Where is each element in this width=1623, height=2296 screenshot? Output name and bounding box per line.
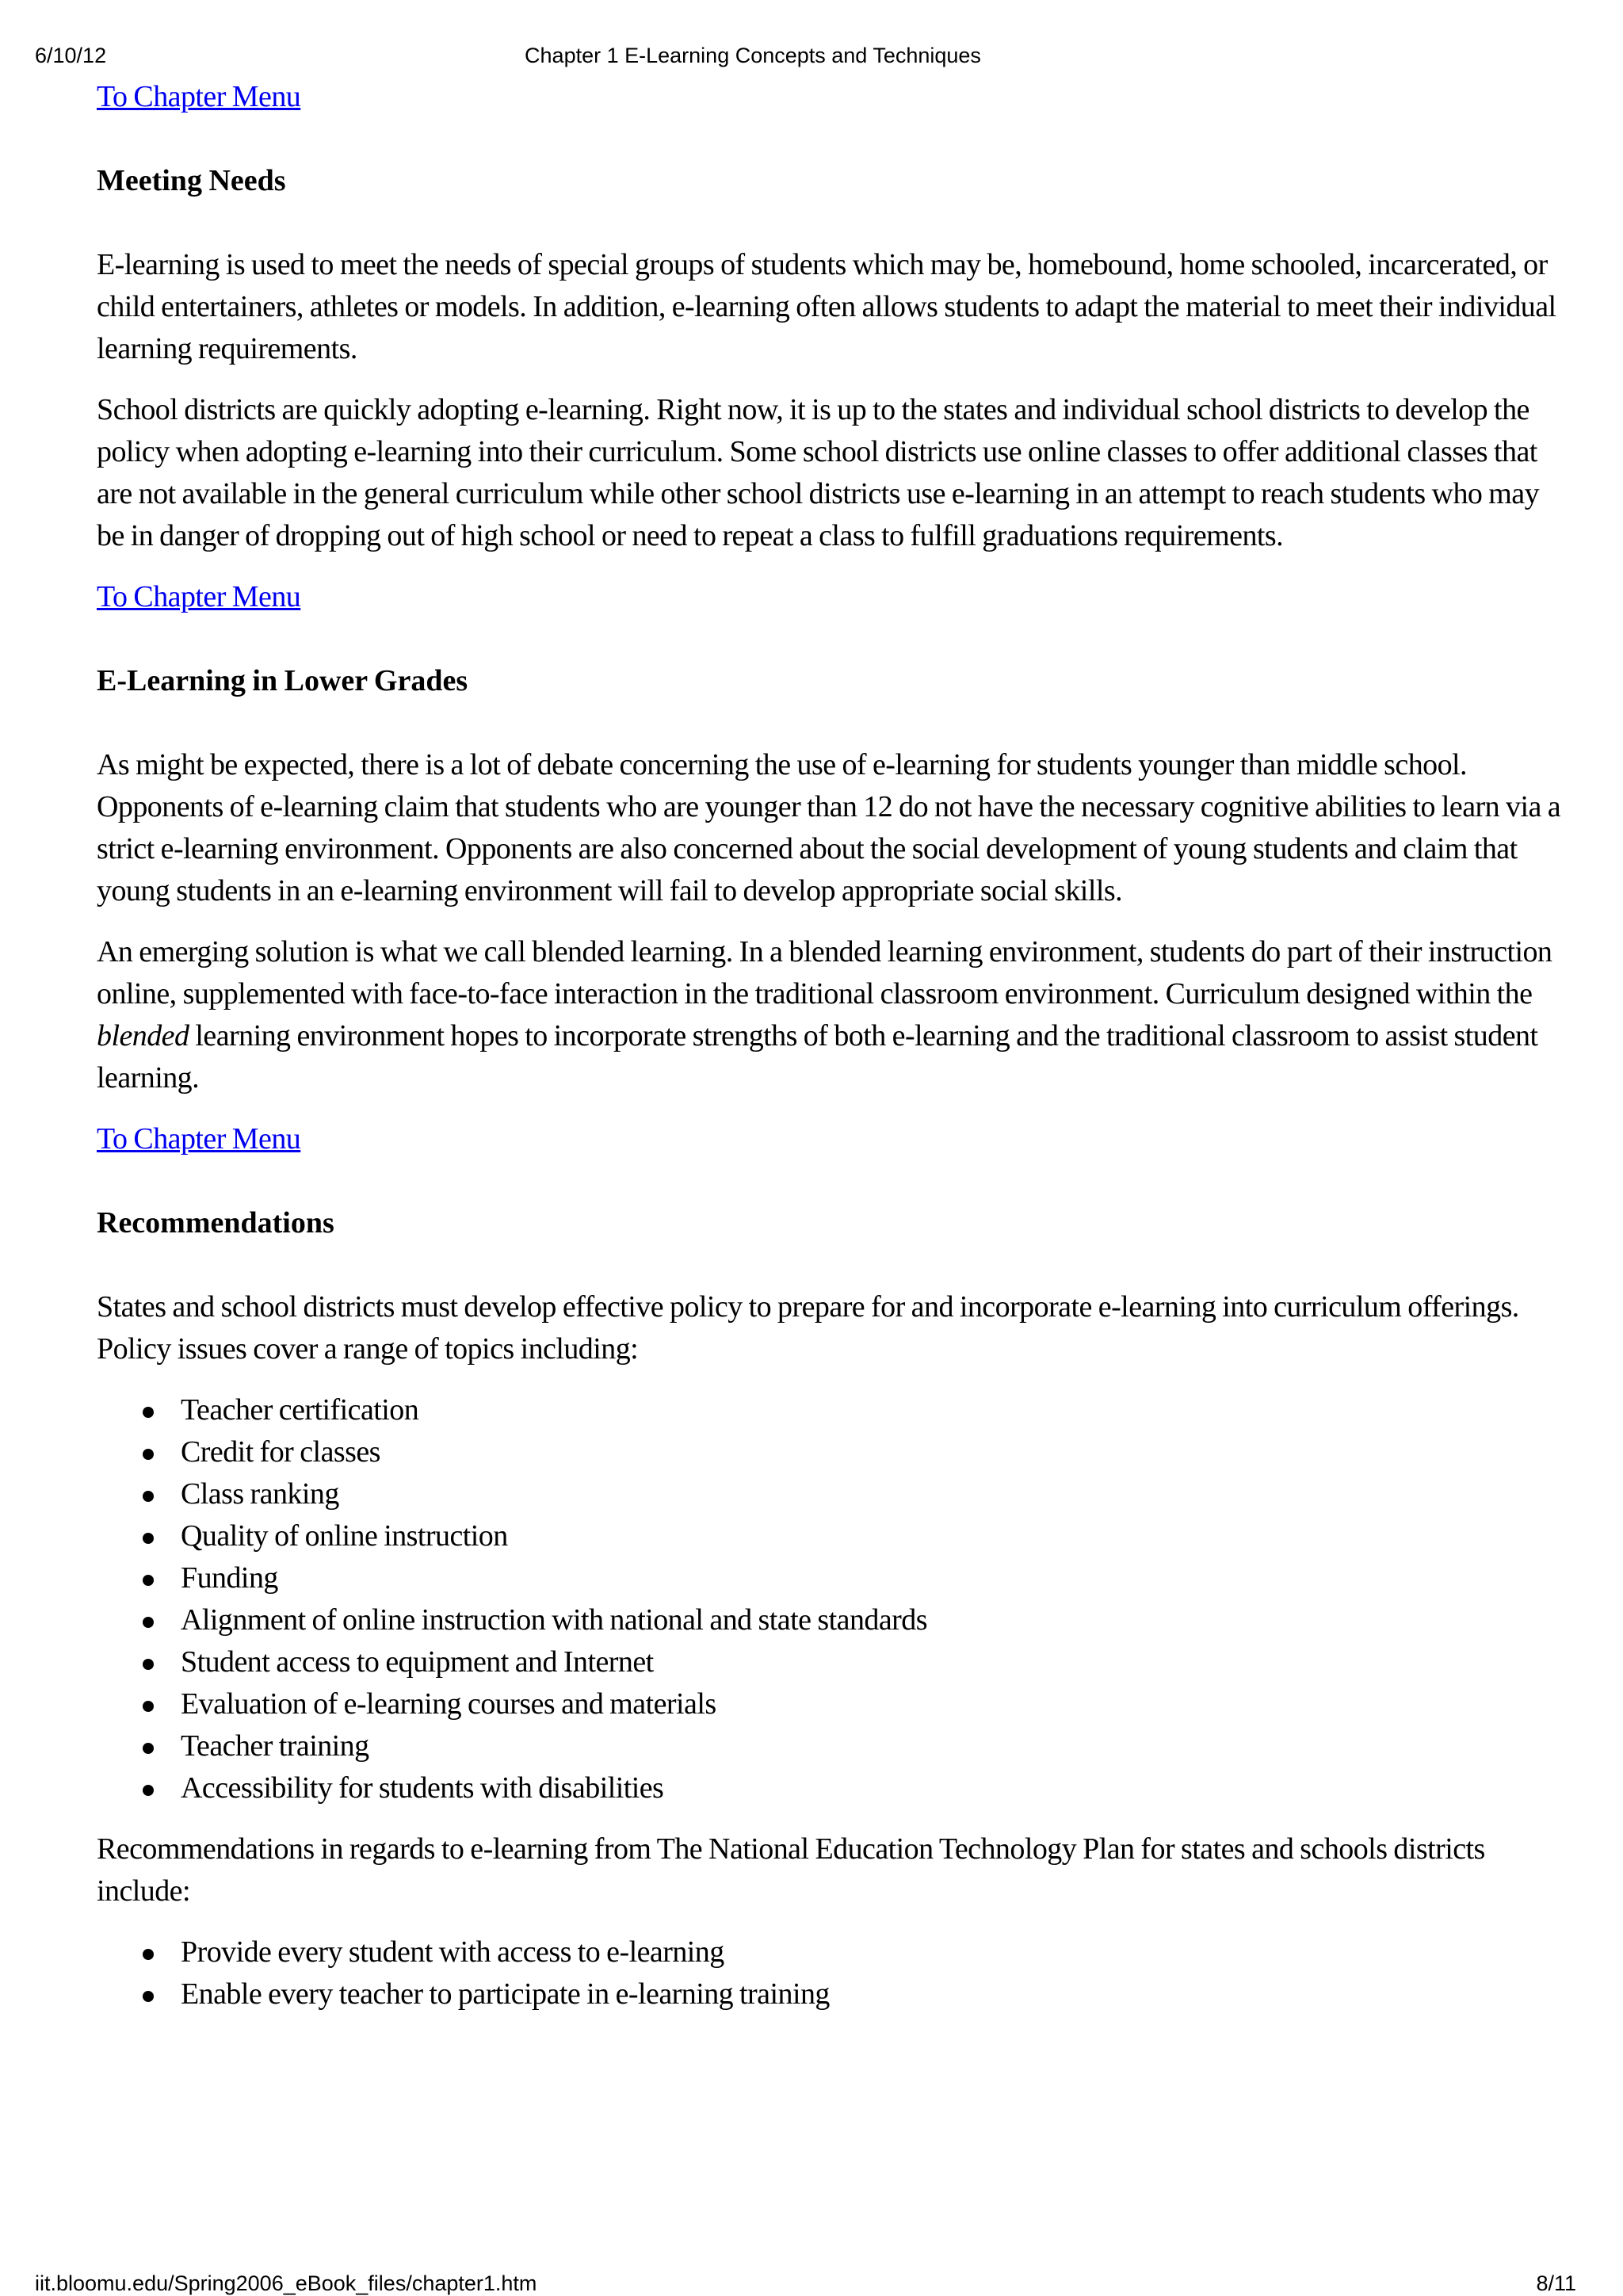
paragraph-text: learning environment hopes to incorporate strengths of both e-learning and the traditional classroom to assist student learning. — [97, 1019, 1538, 1095]
list-item: Quality of online instruction — [97, 1515, 1571, 1557]
list-item: Teacher training — [97, 1725, 1571, 1767]
list-item: Alignment of online instruction with national and state standards — [97, 1599, 1571, 1641]
to-chapter-menu-link[interactable]: To Chapter Menu — [97, 580, 301, 613]
section-heading-lower-grades: E-Learning in Lower Grades — [97, 664, 468, 697]
print-page-title: Chapter 1 E-Learning Concepts and Techniques — [525, 44, 981, 67]
bullet-icon — [143, 1701, 154, 1712]
document-body — [97, 76, 1571, 2034]
link-row — [97, 1118, 1571, 1160]
bullet-icon — [143, 1449, 154, 1460]
bullet-icon — [143, 1575, 154, 1586]
list-item: Teacher certification — [97, 1389, 1571, 1431]
print-page-number: 8/11 — [1536, 2271, 1576, 2295]
policy-issues-list — [97, 1389, 1571, 1809]
list-item: Provide every student with access to e-learning — [97, 1931, 1571, 1973]
list-item: Student access to equipment and Internet — [97, 1641, 1571, 1683]
list-item: Credit for classes — [97, 1431, 1571, 1473]
list-item: Evaluation of e-learning courses and materials — [97, 1683, 1571, 1725]
plan-recommendations-list — [97, 1931, 1571, 2015]
paragraph: E-learning is used to meet the needs of special groups of students which may be, homebound, home schooled, incarcerated, or child entertainers, athletes or models. In addition, e-learning often allows students to adapt the material to meet their individual learning requirements. — [97, 248, 1556, 365]
to-chapter-menu-link[interactable]: To Chapter Menu — [97, 1122, 301, 1156]
bullet-icon — [143, 1533, 154, 1544]
bullet-icon — [143, 1743, 154, 1754]
bullet-icon — [143, 1617, 154, 1628]
to-chapter-menu-link[interactable]: To Chapter Menu — [97, 80, 301, 113]
bullet-icon — [143, 1659, 154, 1670]
print-url: iit.bloomu.edu/Spring2006_eBook_files/chapter1.htm — [35, 2271, 537, 2295]
list-item: Class ranking — [97, 1473, 1571, 1515]
print-date: 6/10/12 — [35, 44, 107, 67]
bullet-icon — [143, 1407, 154, 1418]
list-item: Funding — [97, 1557, 1571, 1599]
list-item: Enable every teacher to participate in e-learning training — [97, 1973, 1571, 2015]
paragraph: Recommendations in regards to e-learning from The National Education Technology Plan for states and schools districts include: — [97, 1832, 1485, 1908]
section-heading-recommendations: Recommendations — [97, 1206, 334, 1240]
paragraph: As might be expected, there is a lot of debate concerning the use of e-learning for students younger than middle school. Opponents of e-learning claim that students who are younger than 12 do not have the necessary cognitive abilities to learn via a strict e-learning environment. Opponents are also concerned about the social development of young students and claim that young students in an e-learning environment will fail to develop appropriate social skills. — [97, 748, 1561, 907]
paragraph-text: An emerging solution is what we call blended learning. In a blended learning environment, students do part of their instruction online, supplemented with face-to-face interaction in the traditional classroom environment. Curriculum designed within the — [97, 935, 1552, 1010]
bullet-icon — [143, 1991, 154, 2002]
link-row — [97, 76, 1571, 118]
bullet-icon — [143, 1785, 154, 1796]
emphasis-text: blended — [97, 1019, 189, 1052]
bullet-icon — [143, 1491, 154, 1502]
section-heading-meeting-needs: Meeting Needs — [97, 164, 286, 197]
bullet-icon — [143, 1949, 154, 1960]
paragraph — [97, 931, 1571, 1099]
link-row — [97, 576, 1571, 618]
paragraph: States and school districts must develop effective policy to prepare for and incorporate e-learning into curriculum offerings. Policy issues cover a range of topics including: — [97, 1290, 1519, 1366]
list-item: Accessibility for students with disabilities — [97, 1767, 1571, 1809]
paragraph: School districts are quickly adopting e-learning. Right now, it is up to the states and individual school districts to develop the policy when adopting e-learning into their curriculum. Some school districts use online classes to offer additional classes that are not available in the general curriculum while other school districts use e-learning in an attempt to reach students who may be in danger of dropping out of high school or need to repeat a class to fulfill graduations requirements. — [97, 393, 1540, 552]
